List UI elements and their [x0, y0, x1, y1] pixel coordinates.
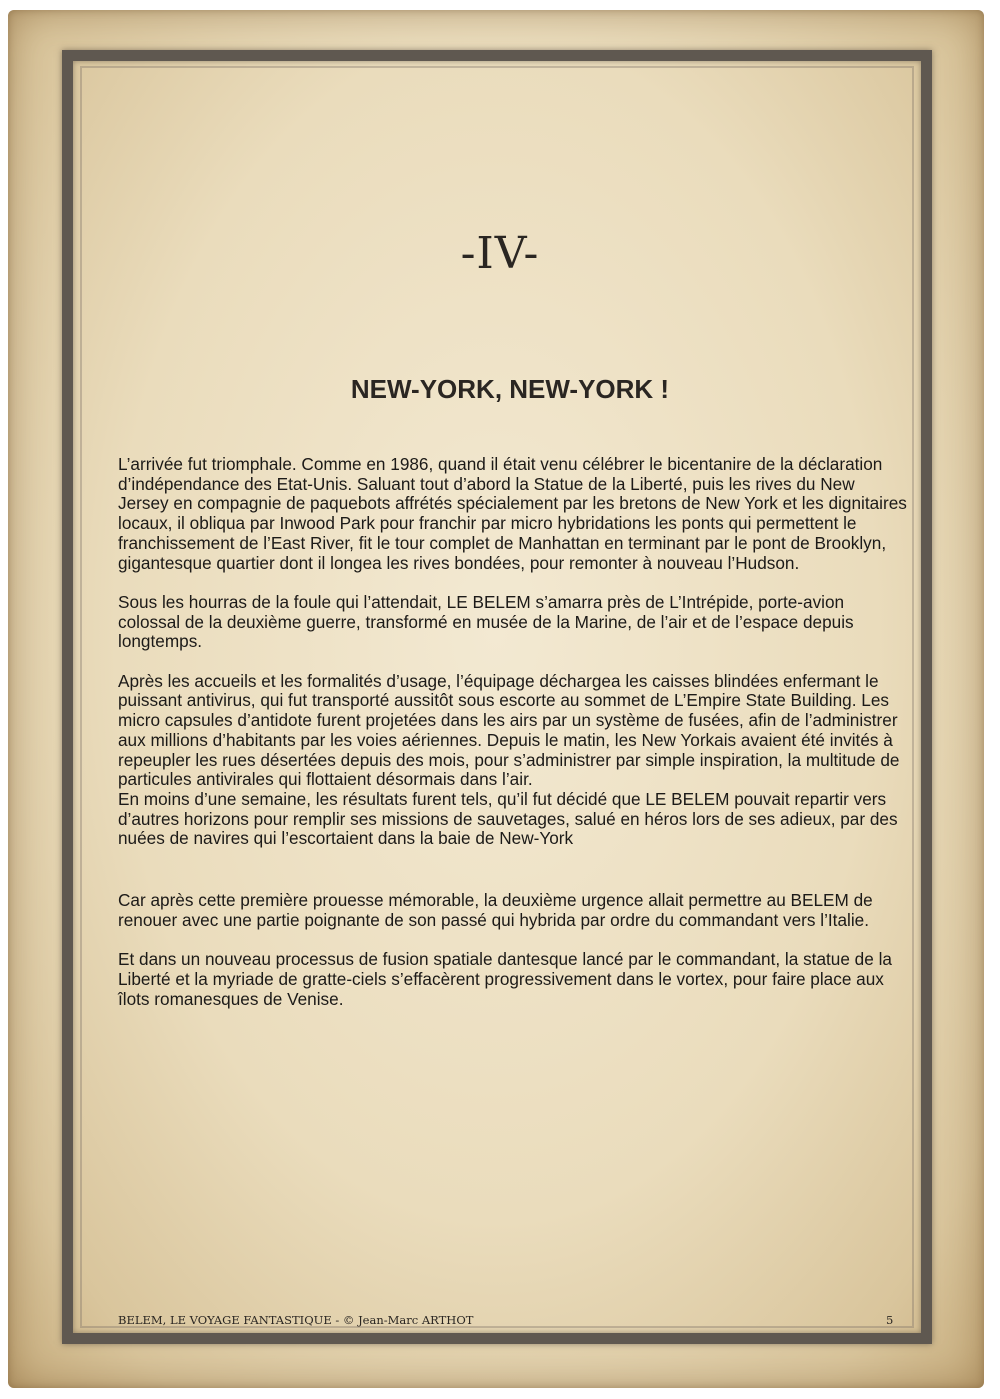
paragraph: Sous les hourras de la foule qui l’attendait, LE BELEM s’amarra près de L’Intrépide, porte-avion colossal de la deuxième guerre, transformé en musée de la Marine, de l’air et de l’espace depuis longtemps.: [118, 591, 854, 652]
chapter-number: -IV-: [460, 228, 540, 279]
page-number: 5: [886, 1313, 894, 1327]
paragraph: En moins d’une semaine, les résultats furent tels, qu’il fut décidé que LE BELEM pouvait repartir vers d’autres horizons pour remplir ses missions de sauvetages, salué en héros lors de ses adieux, par des nuées de navires qui l’escortaient dans la baie de New-York: [118, 788, 898, 849]
footer-book-title: BELEM, LE VOYAGE FANTASTIQUE - © Jean-Marc ARTHOT: [118, 1313, 474, 1327]
paragraph: Car après cette première prouesse mémorable, la deuxième urgence allait permettre au BELEM de renouer avec une partie poignante de son passé qui hybrida par ordre du commandant vers l’Italie.: [118, 890, 873, 930]
paragraph: Après les accueils et les formalités d’usage, l’équipage déchargea les caisses blindées enfermant le puissant antivirus, qui fut transporté aussitôt sous escorte au sommet de L’Empire State Building. Les micro capsules d’antidote furent projetées dans les airs par un système de fusées, afin de l’administrer aux millions d’habitants par les voies aériennes. Depuis le matin, les New Yorkais avaient été invités à repeupler les rues désertées depuis des mois, pour s’administrer par simple inspiration, la multitude de particules antivirales qui flottaient désormais dans l’air.: [118, 670, 900, 790]
chapter-body: [118, 455, 908, 1009]
chapter-title: NEW-YORK, NEW-YORK !: [350, 374, 670, 404]
paragraph: L’arrivée fut triomphale. Comme en 1986, quand il était venu célébrer le bicentanire de la déclaration d’indépendance des Etat-Unis. Saluant tout d’abord la Statue de la Liberté, puis les rives du New Jersey en compagnie de paquebots affrétés spécialement par les bretons de New York et les dignitaires locaux, il obliqua par Inwood Park pour franchir par micro hybridations les ponts qui permettent le franchissement de l’East River, fit le tour complet de Manhattan en terminant par le pont de Brooklyn, gigantesque quartier dont il longea les rives bondées, pour remonter à nouveau l’Hudson.: [118, 454, 907, 573]
paragraph: Et dans un nouveau processus de fusion spatiale dantesque lancé par le commandant, la statue de la Liberté et la myriade de gratte-ciels s’effacèrent progressivement dans le vortex, pour faire place aux îlots romanesques de Venise.: [118, 949, 892, 1009]
